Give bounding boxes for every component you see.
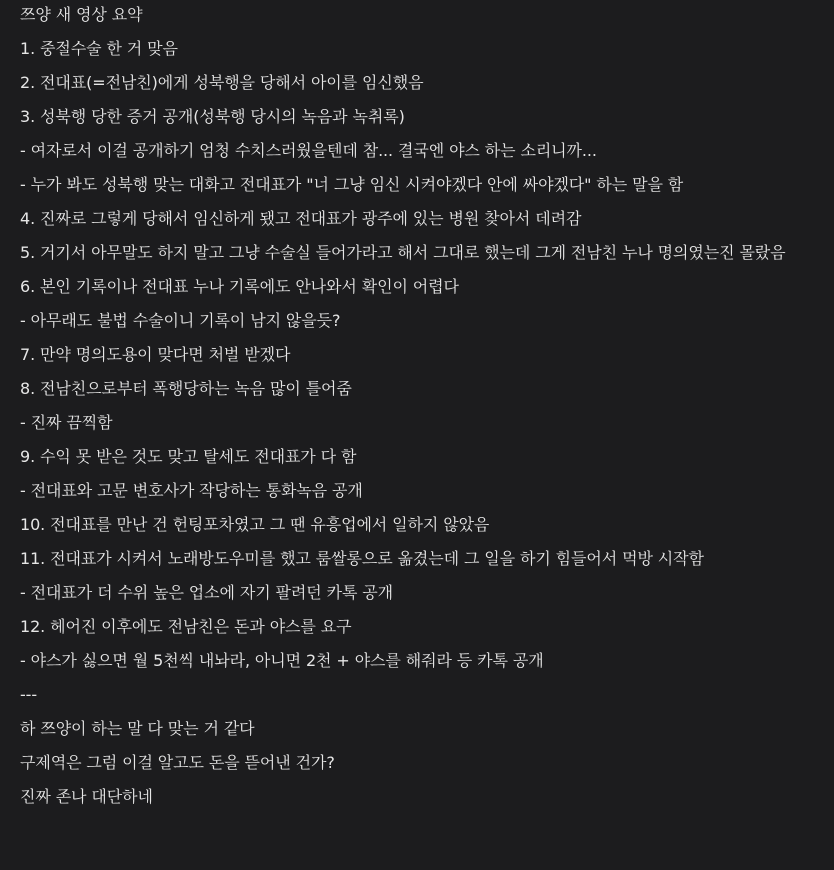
post-line: 8. 전남친으로부터 폭행당하는 녹음 많이 틀어줌 xyxy=(20,379,352,398)
post-line: 12. 헤어진 이후에도 전남친은 돈과 야스를 요구 xyxy=(20,617,352,636)
post-line: 7. 만약 명의도용이 맞다면 처벌 받겠다 xyxy=(20,345,291,364)
post-line: - 진짜 끔찍함 xyxy=(20,413,113,432)
post-line: - 누가 봐도 성북행 맞는 대화고 전대표가 "너 그냥 임신 시켜야겠다 안에 싸야겠다" 하는 말을 함 xyxy=(20,175,684,194)
post-line: 9. 수익 못 받은 것도 맞고 탈세도 전대표가 다 함 xyxy=(20,447,357,466)
post-line: --- xyxy=(20,685,38,704)
post-line: - 아무래도 불법 수술이니 기록이 남지 않을듯? xyxy=(20,311,341,330)
post-title: 쯔양 새 영상 요약 xyxy=(20,5,143,24)
post-line: - 야스가 싫으면 월 5천씩 내놔라, 아니면 2천 + 야스를 해줘라 등 카톡 공개 xyxy=(20,651,544,670)
post-line: 3. 성북행 당한 증거 공개(성북행 당시의 녹음과 녹취록) xyxy=(20,107,405,126)
post-line: - 전대표가 더 수위 높은 업소에 자기 팔려던 카톡 공개 xyxy=(20,583,394,602)
post-line: 5. 거기서 아무말도 하지 말고 그냥 수술실 들어가라고 해서 그대로 했는데 그게 전남친 누나 명의였는진 몰랐음 xyxy=(20,243,786,262)
post-line: 2. 전대표(=전남친)에게 성북행을 당해서 아이를 임신했음 xyxy=(20,73,424,92)
post-line: - 여자로서 이걸 공개하기 엄청 수치스러웠을텐데 참... 결국엔 야스 하는 소리니까... xyxy=(20,141,597,160)
post-line: 구제역은 그럼 이걸 알고도 돈을 뜯어낸 건가? xyxy=(20,753,335,772)
post-line: 1. 중절수술 한 거 맞음 xyxy=(20,39,178,58)
post-line: 6. 본인 기록이나 전대표 누나 기록에도 안나와서 확인이 어렵다 xyxy=(20,277,459,296)
post-lines xyxy=(20,38,834,808)
post-line: 진짜 존나 대단하네 xyxy=(20,787,153,806)
post-line: 11. 전대표가 시켜서 노래방도우미를 했고 룸쌀롱으로 옮겼는데 그 일을 하기 힘들어서 먹방 시작함 xyxy=(20,549,704,568)
post-line: 4. 진짜로 그렇게 당해서 임신하게 됐고 전대표가 광주에 있는 병원 찾아서 데려감 xyxy=(20,209,582,228)
post-line: - 전대표와 고문 변호사가 작당하는 통화녹음 공개 xyxy=(20,481,363,500)
post-line: 10. 전대표를 만난 건 헌팅포차였고 그 땐 유흥업에서 일하지 않았음 xyxy=(20,515,490,534)
post-line: 하 쯔양이 하는 말 다 맞는 거 같다 xyxy=(20,719,255,738)
